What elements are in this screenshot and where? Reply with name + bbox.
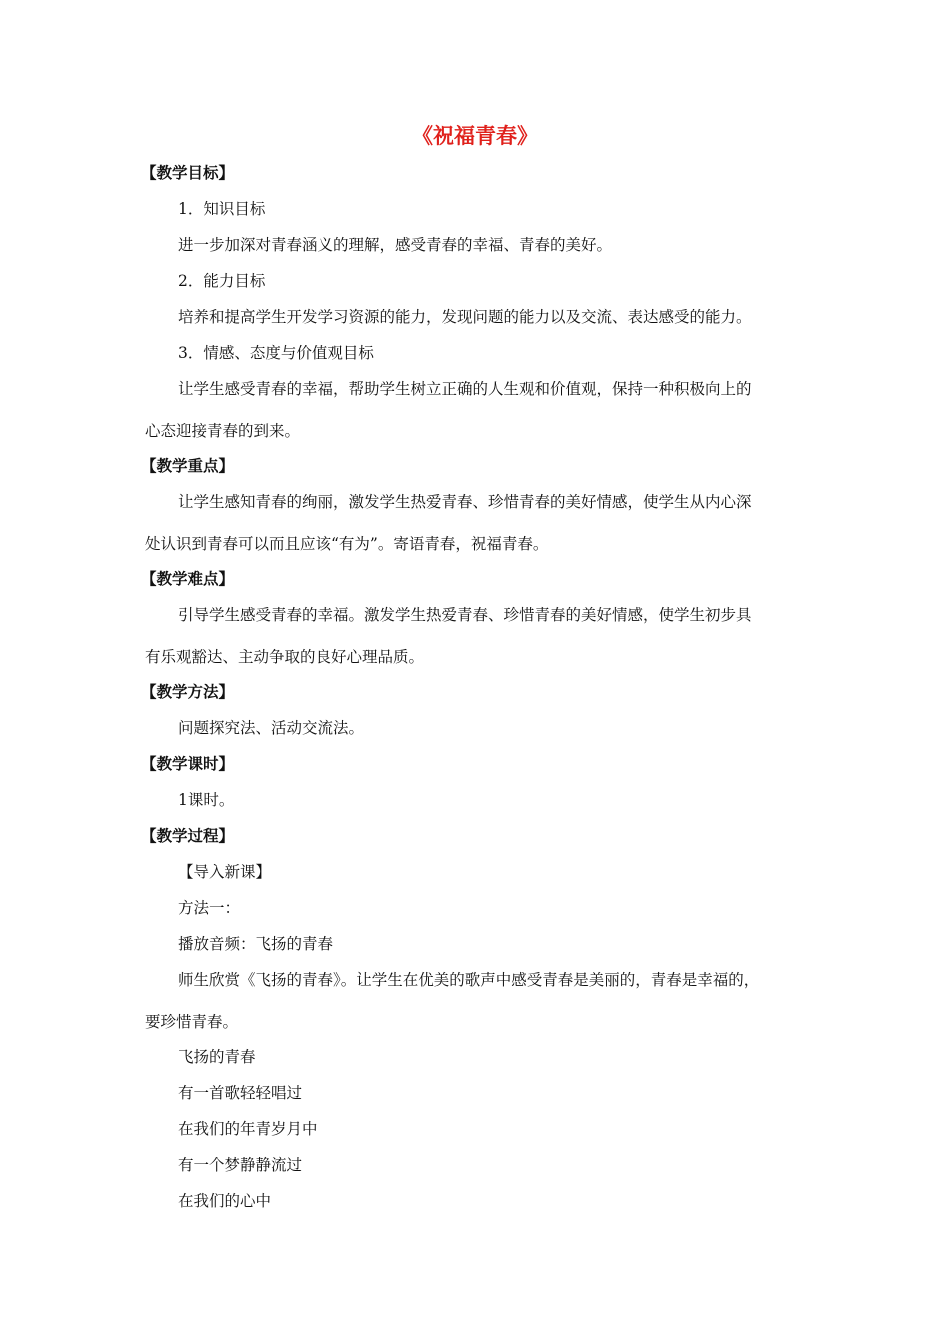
- document-title: 《祝福青春》: [412, 123, 538, 148]
- section-heading-hours: 【教学课时】: [141, 754, 235, 773]
- section-heading-key-points: 【教学重点】: [141, 456, 235, 475]
- methods-text: 问题探究法、活动交流法。: [178, 719, 365, 737]
- lyric-line: 在我们的心中: [178, 1192, 272, 1210]
- hours-text: 1课时。: [178, 791, 235, 809]
- difficulties-line2: 有乐观豁达、主动争取的良好心理品质。: [145, 648, 425, 666]
- section-heading-objectives: 【教学目标】: [141, 163, 235, 182]
- process-intro-heading: 【导入新课】: [178, 863, 272, 881]
- objective-text-ability: 培养和提高学生开发学习资源的能力，发现问题的能力以及交流、表达感受的能力。: [178, 308, 752, 326]
- process-appreciate-line2: 要珍惜青春。: [145, 1013, 239, 1031]
- difficulties-line1: 引导学生感受青春的幸福。激发学生热爱青春、珍惜青春的美好情感，使学生初步具: [178, 606, 752, 624]
- lyric-line: 在我们的年青岁月中: [178, 1120, 318, 1138]
- process-method1: 方法一：: [178, 899, 241, 917]
- objective-item-knowledge: 1．知识目标: [178, 200, 266, 218]
- key-points-line1: 让学生感知青春的绚丽，激发学生热爱青春、珍惜青春的美好情感，使学生从内心深: [178, 493, 752, 511]
- objective-text-emotion-line2: 心态迎接青春的到来。: [145, 422, 301, 440]
- lyric-line: 飞扬的青春: [178, 1048, 256, 1066]
- section-heading-methods: 【教学方法】: [141, 682, 235, 701]
- objective-text-emotion-line1: 让学生感受青春的幸福，帮助学生树立正确的人生观和价值观，保持一种积极向上的: [178, 380, 752, 398]
- process-play-audio: 播放音频：飞扬的青春: [178, 935, 334, 953]
- section-heading-difficulties: 【教学难点】: [141, 569, 235, 588]
- objective-item-emotion: 3．情感、态度与价值观目标: [178, 344, 374, 362]
- section-heading-process: 【教学过程】: [141, 826, 235, 845]
- lyric-line: 有一个梦静静流过: [178, 1156, 303, 1174]
- lyric-line: 有一首歌轻轻唱过: [178, 1084, 303, 1102]
- objective-item-ability: 2．能力目标: [178, 272, 266, 290]
- process-appreciate-line1: 师生欣赏《飞扬的青春》。让学生在优美的歌声中感受青春是美丽的，青春是幸福的，: [178, 971, 760, 989]
- key-points-line2: 处认识到青春可以而且应该“有为”。寄语青春，祝福青春。: [145, 535, 549, 553]
- objective-text-knowledge: 进一步加深对青春涵义的理解，感受青春的幸福、青春的美好。: [178, 236, 613, 254]
